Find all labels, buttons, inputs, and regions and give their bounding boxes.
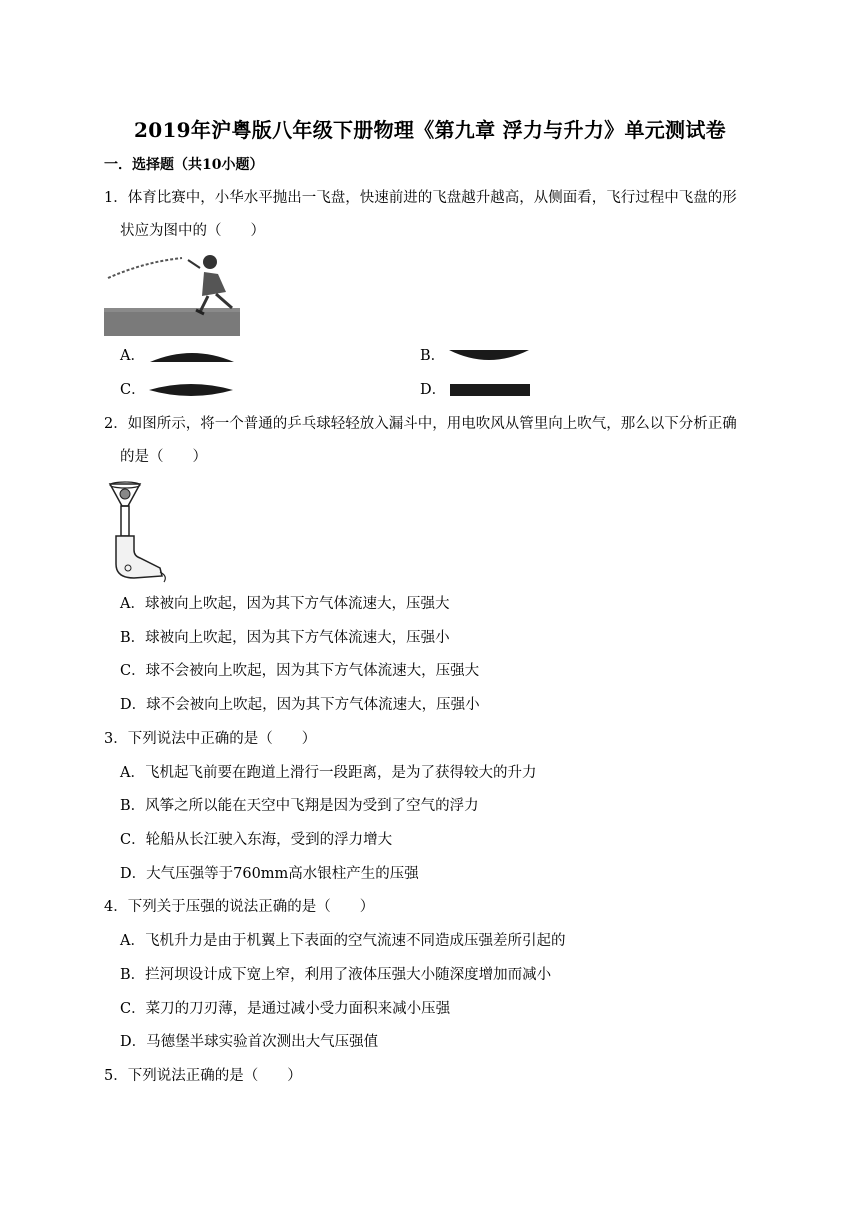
question-4-option-d: D．马德堡半球实验首次测出大气压强值: [120, 1034, 379, 1050]
question-4-option-c: C．菜刀的刀刃薄，是通过减小受力面积来减小压强: [120, 1001, 451, 1017]
question-1-option-d: D．: [420, 382, 447, 398]
question-3-option-d: D．大气压强等于760mm高水银柱产生的压强: [120, 866, 419, 882]
funnel-hairdryer-illustration: [104, 480, 174, 584]
question-2-option-a: A．球被向上吹起，因为其下方气体流速大，压强大: [120, 596, 450, 612]
frisbee-shape-c: [148, 382, 234, 398]
question-2-option-c: C．球不会被向上吹起，因为其下方气体流速大，压强大: [120, 663, 480, 679]
question-1-option-b: B．: [420, 348, 446, 364]
question-4-option-b: B．拦河坝设计成下宽上窄，利用了液体压强大小随深度增加而减小: [120, 967, 552, 983]
question-5-text: 5．下列说法正确的是（ ）: [104, 1068, 302, 1084]
question-2-text-cont: 的是（ ）: [120, 449, 207, 465]
question-3-option-b: B．风筝之所以能在天空中飞翔是因为受到了空气的浮力: [120, 798, 479, 814]
frisbee-shape-b: [448, 348, 530, 364]
question-2-text: 2．如图所示，将一个普通的乒乓球轻轻放入漏斗中，用电吹风从管里向上吹气，那么以下分析正确: [104, 416, 737, 432]
question-1-option-c: C．: [120, 382, 146, 398]
question-3-text: 3．下列说法中正确的是（ ）: [104, 731, 317, 747]
question-1-text: 1．体育比赛中，小华水平抛出一飞盘，快速前进的飞盘越升越高，从侧面看，飞行过程中飞盘的形: [104, 190, 737, 206]
frisbee-shape-a: [148, 348, 236, 364]
question-2-option-d: D．球不会被向上吹起，因为其下方气体流速大，压强小: [120, 697, 480, 713]
section-heading: 一．选择题（共10小题）: [104, 157, 264, 173]
question-3-option-a: A．飞机起飞前要在跑道上滑行一段距离，是为了获得较大的升力: [120, 765, 537, 781]
question-3-option-c: C．轮船从长江驶入东海，受到的浮力增大: [120, 832, 393, 848]
frisbee-girl-illustration: [104, 250, 240, 336]
question-4-option-a: A．飞机升力是由于机翼上下表面的空气流速不同造成压强差所引起的: [120, 933, 566, 949]
question-4-text: 4．下列关于压强的说法正确的是（ ）: [104, 899, 375, 915]
question-2-option-b: B．球被向上吹起，因为其下方气体流速大，压强小: [120, 630, 450, 646]
question-1-text-cont: 状应为图中的（ ）: [120, 223, 265, 239]
document-title: 2019年沪粤版八年级下册物理《第九章 浮力与升力》单元测试卷: [134, 118, 726, 142]
frisbee-shape-d: [450, 384, 530, 396]
question-1-option-a: A．: [120, 348, 145, 364]
